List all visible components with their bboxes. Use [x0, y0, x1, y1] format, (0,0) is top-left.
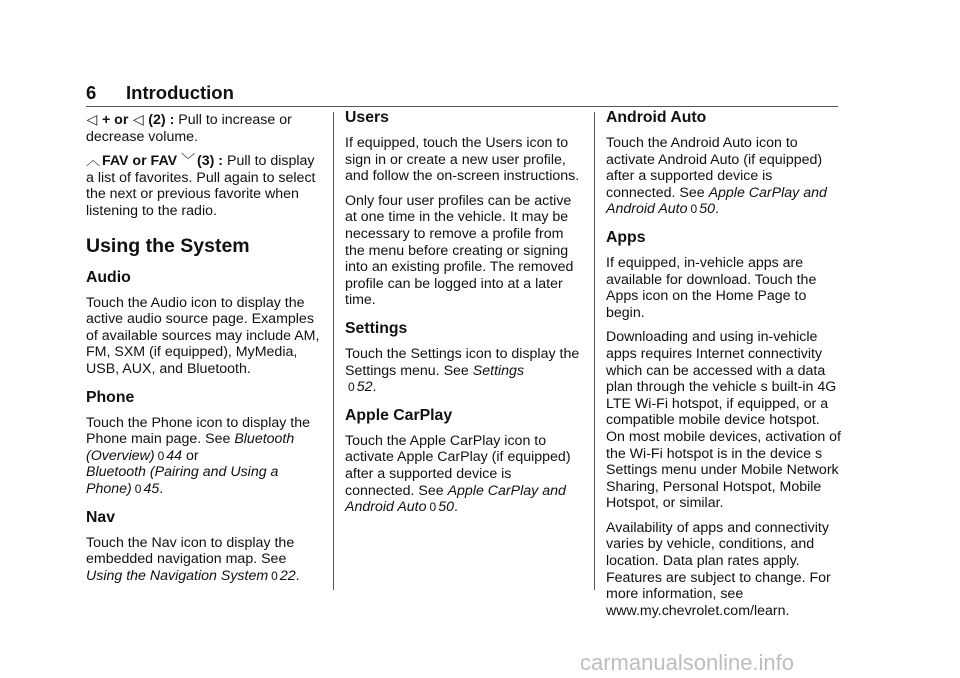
fav-up-icon: ︿	[86, 153, 101, 170]
subheading-android-auto: Android Auto	[606, 109, 707, 126]
page-ref-50[interactable]: 50	[699, 201, 715, 218]
page-ref-22[interactable]: 22	[279, 567, 296, 584]
android-paragraph: Touch the Android Auto icon to activate Android Auto (if equipped) after a supported device is connected. See Apple CarPlay and Android Auto 0 50.	[606, 135, 827, 218]
link-bluetooth-pairing[interactable]: Bluetooth (Pairing and Using a Phone)	[86, 464, 279, 497]
column-divider	[333, 112, 334, 590]
favorites-control-label: ︿ FAV or FAV ﹀ (3) :	[86, 153, 224, 170]
page-ref-44[interactable]: 44	[166, 447, 183, 464]
subheading-apple-carplay: Apple CarPlay	[345, 406, 453, 424]
page-header	[86, 82, 838, 107]
column-middle	[345, 108, 583, 524]
section-heading-using-system: Using the System	[86, 234, 250, 257]
link-settings[interactable]: Settings	[472, 362, 525, 379]
volume-paragraph	[86, 112, 326, 145]
nav-paragraph: Touch the Nav icon to display the embedded navigation map. See Using the Navigation System 0 22.	[86, 534, 300, 584]
carplay-paragraph: Touch the Apple CarPlay icon to activate Apple CarPlay (if equipped) after a supported device is connected. See Apple CarPlay and Android Auto 0 50.	[345, 432, 571, 516]
link-carplay-android[interactable]: Apple CarPlay and Android Auto	[345, 482, 566, 516]
users-text-1: If equipped, touch the Users icon to sign in or create a new user profile, and follow the on-screen instructions.	[345, 135, 580, 185]
subheading-users: Users	[345, 109, 389, 126]
page-title: Introduction	[126, 82, 234, 103]
favorites-paragraph	[86, 153, 326, 219]
link-navigation-system[interactable]: Using the Navigation System	[86, 567, 269, 584]
apps-text-1: If equipped, in-vehicle apps are available for download. Touch the Apps icon on the Home Page to begin.	[606, 254, 817, 321]
page-reference-icon: 0	[134, 481, 142, 496]
volume-control-label: ◁ + or ◁ (2) :	[86, 112, 175, 128]
page-reference-icon: 0	[157, 448, 165, 463]
link-bluetooth-overview[interactable]: Bluetooth (Overview)	[86, 431, 295, 464]
subheading-audio: Audio	[86, 268, 131, 286]
settings-paragraph: Touch the Settings icon to display the Settings menu. See Settings 0 52.	[345, 345, 580, 396]
volume-icon: ◁	[86, 112, 98, 128]
subheading-phone: Phone	[86, 388, 135, 406]
watermark: carmanualsonline.info	[580, 650, 795, 675]
phone-paragraph: Touch the Phone icon to display the Phone main page. See Bluetooth (Overview) 0 44 or Bluetooth (Pairing and Using a Phone) 0 45.	[86, 414, 310, 497]
users-text-2: Only four user profiles can be active at one time in the vehicle. It may be necessary to remove a profile from the menu before creating or signing into an existing profile. The removed profile can be logged into at a later time.	[345, 192, 574, 309]
page-reference-icon: 0	[690, 202, 698, 217]
fav-down-icon: ﹀	[181, 153, 196, 170]
volume-icon: ◁	[132, 112, 144, 128]
subheading-apps: Apps	[606, 228, 646, 246]
column-divider	[594, 112, 595, 590]
page-ref-52[interactable]: 52	[356, 379, 373, 396]
column-left	[86, 112, 326, 592]
page-ref-50[interactable]: 50	[438, 499, 454, 516]
apps-text-2: Downloading and using in-vehicle apps requires Internet connectivity which can be accessed with a data plan through the vehicle s built-in 4G LTE Wi-Fi hotspot, if equipped, or a compatible mobile device hotspot. On most mobile devices, activation of the Wi-Fi hotspot is in the device s Settings menu under Mobile Network Sharing, Personal Hotspot, Mobile Hotspot, or similar.	[606, 329, 841, 512]
favorites-description: Pull to display a list of favorites. Pull again to select the next or previous favorite when listening to the radio.	[86, 153, 316, 219]
volume-description: Pull to increase or decrease volume.	[86, 112, 292, 145]
page-ref-45[interactable]: 45	[143, 480, 160, 497]
subheading-nav: Nav	[86, 508, 115, 526]
audio-text: Touch the Audio icon to display the active audio source page. Examples of available sources may include AM, FM, SXM (if equipped), MyMedia, USB, AUX, and Bluetooth.	[86, 294, 320, 377]
page-reference-icon: 0	[348, 380, 355, 395]
page-reference-icon: 0	[271, 568, 278, 583]
page-reference-icon: 0	[429, 500, 437, 515]
page-number: 6	[86, 82, 97, 103]
column-right	[606, 108, 842, 627]
subheading-settings: Settings	[345, 319, 408, 337]
apps-text-3: Availability of apps and connectivity varies by vehicle, conditions, and location. Data plan rates apply. Features are subject to change. For more information, see www.my.chevrolet.com/learn.	[606, 519, 831, 619]
link-carplay-android[interactable]: Apple CarPlay and Android Auto	[606, 184, 827, 218]
